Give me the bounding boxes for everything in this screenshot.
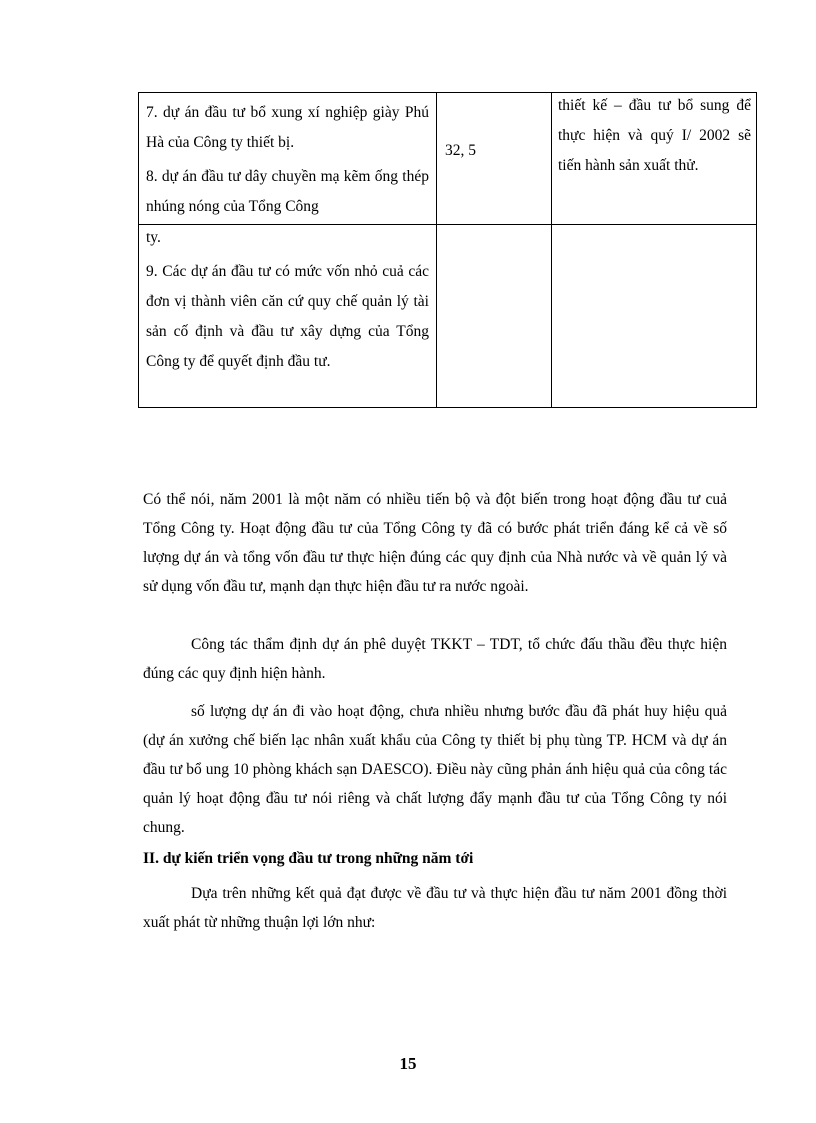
paragraph-outlook: Dựa trên những kết quả đạt được về đầu tư và thực hiện đầu tư năm 2001 đồng thời xuất phát từ những thuận lợi lớn như: xyxy=(143,885,727,931)
table-item-8: 8. dự án đầu tư dây chuyền mạ kẽm ống thép nhúng nóng của Tổng Công xyxy=(146,168,429,215)
investment-table xyxy=(138,92,757,408)
table-cell-amount: 32, 5 xyxy=(445,142,476,159)
page-number: 15 xyxy=(399,1054,417,1073)
table-cell-projects-row2 xyxy=(146,223,429,377)
paragraph-appraisal: Công tác thẩm định dự án phê duyệt TKKT – TDT, tổ chức đấu thầu đều thực hiện đúng các quy định hiện hành. xyxy=(143,636,727,682)
paragraph-summary: Có thể nói, năm 2001 là một năm có nhiều tiến bộ và đột biến trong hoạt động đầu tư cuả Tổng Công ty. Hoạt động đầu tư của Tổng Công ty đã có bước phát triển đáng kể cả về số lượng dự án và tổng vốn đầu tư thực hiện đúng các quy định của Nhà nước và về quản lý và sử dụng vốn đầu tư, mạnh dạn thực hiện đầu tư ra nước ngoài. xyxy=(143,491,727,595)
table-status-text: thiết kế – đầu tư bổ sung để thực hiện và quý I/ 2002 sẽ tiến hành sản xuất thử. xyxy=(558,97,751,174)
table-item-8-continued: ty. xyxy=(146,229,161,246)
table-column-divider xyxy=(436,93,437,407)
section-heading: II. dự kiến triển vọng đầu tư trong những năm tới xyxy=(143,850,474,867)
table-item-7: 7. dự án đầu tư bổ xung xí nghiệp giày Phú Hà của Công ty thiết bị. xyxy=(146,104,429,151)
table-cell-projects-row1 xyxy=(146,98,429,222)
table-column-divider xyxy=(551,93,552,407)
table-cell-status xyxy=(558,91,751,181)
table-item-9: 9. Các dự án đầu tư có mức vốn nhỏ cuả các đơn vị thành viên căn cứ quy chế quản lý tài sản cố định và đầu tư xây dựng của Tổng Công ty để quyết định đầu tư. xyxy=(146,263,429,370)
paragraph-effectiveness: số lượng dự án đi vào hoạt động, chưa nhiều nhưng bước đầu đã phát huy hiệu quả (dự án xưởng chế biến lạc nhân xuất khẩu của Công ty thiết bị phụ tùng TP. HCM và dự án đầu tư bổ ung 10 phòng khách sạn DAESCO). Điều này cũng phản ánh hiệu quả của công tác quản lý hoạt động đầu tư nói riêng và chất lượng đẩy mạnh đầu tư của Tổng Công ty nói chung. xyxy=(143,703,727,836)
